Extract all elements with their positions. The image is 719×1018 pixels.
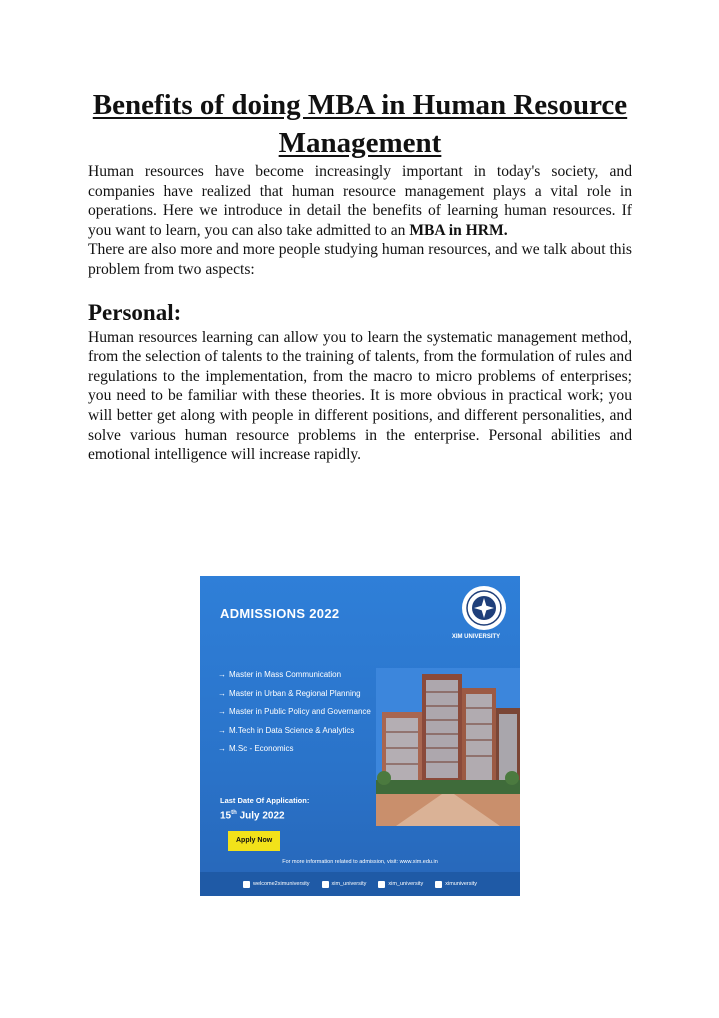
list-item [218,722,371,741]
deadline-label: Last Date Of Application: [220,796,310,805]
arrow-right-icon: → [218,725,226,735]
intro-paragraph [88,162,632,240]
social-twitter[interactable] [322,881,367,888]
section-heading-personal: Personal: [88,299,182,325]
apply-now-button[interactable]: Apply Now [228,831,280,851]
social-handle: welcome2ximuniversity [252,881,310,887]
deadline-day: 15 [220,810,232,822]
admission-info-text: For more information related to admission, visit: www.xim.edu.in [282,859,438,865]
social-footer [200,872,520,896]
twitter-icon [322,881,329,888]
page-title: Benefits of doing MBA in Human Resource Management [92,89,628,159]
campus-building-image [376,668,520,826]
course-label: M.Tech in Data Science & Analytics [229,725,355,735]
arrow-right-icon: → [218,707,226,716]
arrow-right-icon: → [218,744,226,753]
facebook-icon [243,881,250,888]
social-linkedin[interactable] [435,881,477,888]
social-facebook[interactable] [243,881,310,888]
social-handle: xim_university [331,881,367,887]
course-label: Master in Mass Communication [229,670,342,679]
intro-bold-text: MBA in HRM. [409,221,508,239]
instagram-icon [378,881,385,888]
course-list [218,666,371,759]
list-item [218,685,371,704]
course-label: Master in Urban & Regional Planning [229,688,361,698]
document-body [88,86,632,465]
course-label: Master in Public Policy and Governance [229,707,371,716]
university-name: XIM UNIVERSITY [451,634,501,640]
intro-text: Human resources have become increasingly important in today's society, and companies have realized that human resource management plays a vital role in operations. Here we introduce in detail the benefits of learning human resources. If you want to learn, you can also take admitted to an [88,163,632,239]
advert-heading: ADMISSIONS 2022 [220,606,340,621]
social-handle: ximuniversity [445,881,478,887]
aspects-paragraph: There are also more and more people studying human resources, and we talk about this problem from two aspects: [88,241,632,278]
arrow-right-icon: → [218,670,226,679]
list-item [218,740,371,759]
deadline-month-year: July 2022 [236,810,285,822]
arrow-right-icon: → [218,688,226,698]
university-logo-icon [460,584,508,632]
linkedin-icon [435,881,442,888]
personal-paragraph: Human resources learning can allow you to learn the systematic management method, from the selection of talents to the training of talents, from the formulation of rules and regulations to the implementation, from the macro to micro problems of enterprises; you need to be familiar with these theories. It is more obvious in practical work; you will better get along with people in different positions, and different personalities, and solve various human resource problems in the enterprise. Personal abilities and emotional intelligence will increase rapidly. [88,328,632,464]
course-label: M.Sc - Economics [229,744,294,753]
social-handle: xim_university [388,881,424,887]
deadline-date [220,810,285,821]
social-instagram[interactable] [378,881,423,888]
list-item [218,666,371,685]
admissions-advert [200,576,520,896]
deadline-suffix: th [231,810,237,816]
list-item [218,703,371,722]
